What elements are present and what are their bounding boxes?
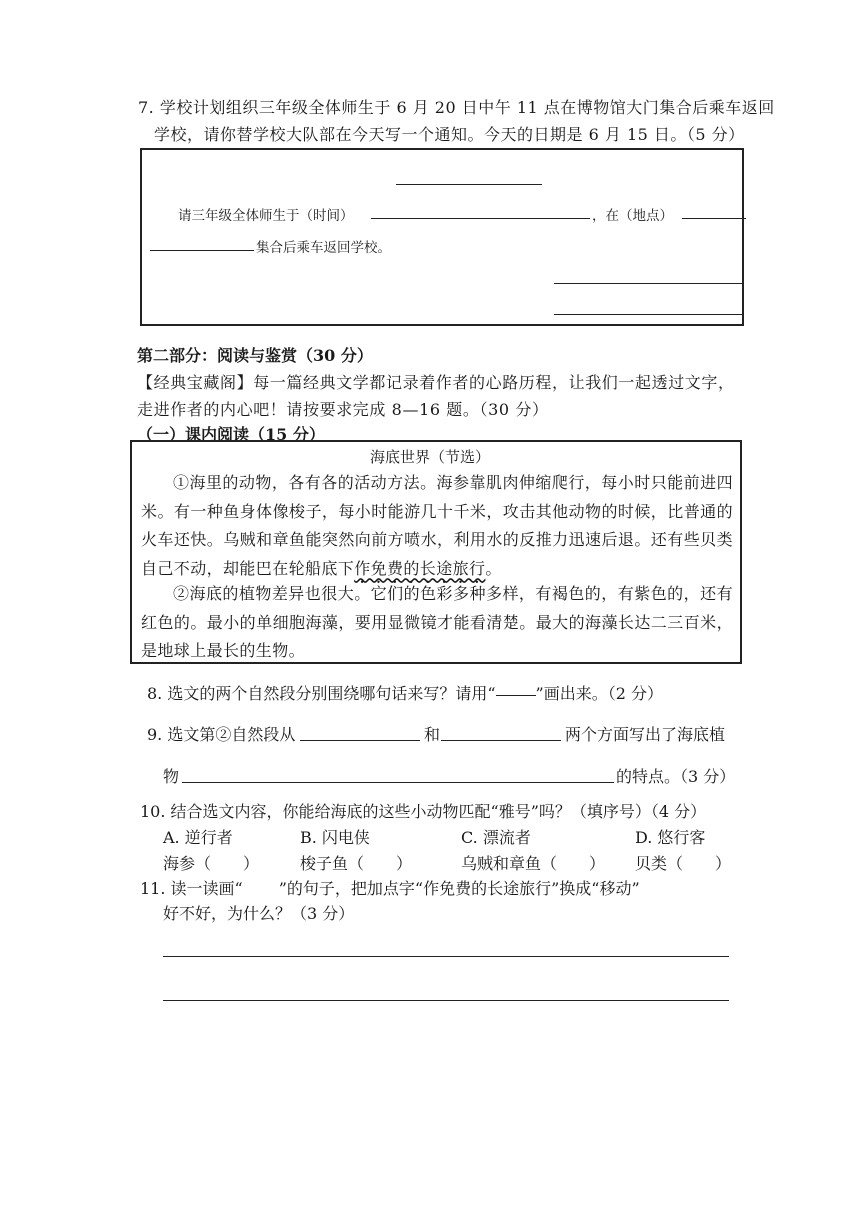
q10-option-d: D. 悠行客 bbox=[635, 828, 706, 847]
q9-blank-3[interactable] bbox=[182, 782, 614, 783]
q10-blank-haishen[interactable]: 海参（ ） bbox=[163, 854, 260, 873]
place-blank[interactable] bbox=[682, 218, 746, 219]
q9-b: 和 bbox=[424, 725, 441, 744]
q9-blank-2[interactable] bbox=[441, 740, 561, 741]
notice-body-b: ，在（地点） bbox=[592, 208, 673, 224]
passage-paragraph-1 bbox=[141, 469, 733, 587]
q9-e: 的特点。（3 分） bbox=[616, 767, 736, 786]
signature-blank[interactable] bbox=[554, 283, 742, 284]
p1-end: 。 bbox=[485, 558, 502, 578]
part2-heading: 第二部分：阅读与鉴赏（30 分） bbox=[137, 346, 373, 365]
part2-intro-1: 【经典宝藏阁】每一篇经典文学都记录着作者的心路历程，让我们一起透过文字， bbox=[137, 373, 735, 392]
passage-paragraph-2: ②海底的植物差异也很大。它们的色彩多种多样，有褐色的，有紫色的，还有红色的。最小的单细胞海藻，要用显微镜才能看清楚。最大的海藻长达二三百米，是地球上最长的生物。 bbox=[141, 584, 733, 660]
q9-d: 物 bbox=[163, 767, 180, 786]
q10-option-c: C. 漂流者 bbox=[461, 828, 531, 847]
notice-body-c: 集合后乘车返回学校。 bbox=[256, 240, 391, 256]
notice-box bbox=[140, 148, 744, 326]
q7-line1: 7. 学校计划组织三年级全体师生于 6 月 20 日中午 11 点在博物馆大门集合后乘车返回 bbox=[138, 98, 775, 117]
part2-intro-2: 走进作者的内心吧！请按要求完成 8—16 题。（30 分） bbox=[137, 400, 549, 419]
notice-body-a: 请三年级全体师生于（时间） bbox=[178, 208, 354, 224]
q10-stem: 10. 结合选文内容，你能给海底的这些小动物匹配“雅号”吗？（填序号）（4 分） bbox=[140, 802, 707, 821]
q7-line2: 学校，请你替学校大队部在今天写一个通知。今天的日期是 6 月 15 日。（5 分） bbox=[154, 125, 745, 144]
passage-title: 海底世界（节选） bbox=[369, 448, 490, 466]
section1-heading: （一）课内阅读（15 分） bbox=[137, 425, 325, 444]
q11-line1 bbox=[140, 876, 640, 899]
q8 bbox=[147, 681, 663, 704]
q10-option-a: A. 逆行者 bbox=[163, 828, 233, 847]
q11-text-b: ”的句子，把加点字“作免费的长途旅行”换成“移动” bbox=[278, 879, 640, 898]
q10-blank-suoziyu[interactable]: 梭子鱼（ ） bbox=[300, 854, 413, 873]
q8-text-a: 8. 选文的两个自然段分别围绕哪句话来写？请用“ bbox=[147, 684, 496, 703]
q11-text-a: 11. 读一读画“ bbox=[140, 879, 243, 898]
q10-blank-wuzei[interactable]: 乌贼和章鱼（ ） bbox=[461, 854, 606, 873]
q10-option-b: B. 闪电侠 bbox=[300, 828, 370, 847]
q9-blank-1[interactable] bbox=[300, 740, 420, 741]
q9-a: 9. 选文第②自然段从 bbox=[147, 725, 296, 744]
q9-c: 两个方面写出了海底植 bbox=[565, 725, 726, 744]
time-blank[interactable] bbox=[371, 218, 590, 219]
p1-dotted-phrase: 作免费的长途旅行 bbox=[354, 558, 486, 578]
q11-answer-line-2[interactable] bbox=[163, 1000, 729, 1001]
q10-blank-beilei[interactable]: 贝类（ ） bbox=[635, 854, 732, 873]
notice-title-blank[interactable] bbox=[396, 184, 542, 185]
q11-answer-line-1[interactable] bbox=[163, 956, 729, 957]
p1-main: ①海里的动物，各有各的活动方法。海参靠肌肉伸缩爬行，每小时只能前进四米。有一种鱼身体像梭子，每小时能游几十千米，攻击其他动物的时候，比普通的火车还快。乌贼和章鱼能突然向前方喷水，利用水的反推力迅速后退。还有些贝类自己不动，却能巴在轮船底下 bbox=[141, 473, 733, 578]
place-blank-continued[interactable] bbox=[150, 250, 254, 251]
q8-underline-sample bbox=[496, 695, 536, 696]
q11-line2: 好不好，为什么？（3 分） bbox=[163, 904, 355, 923]
q8-text-b: ”画出来。（2 分） bbox=[535, 684, 663, 703]
date-blank[interactable] bbox=[554, 314, 742, 315]
